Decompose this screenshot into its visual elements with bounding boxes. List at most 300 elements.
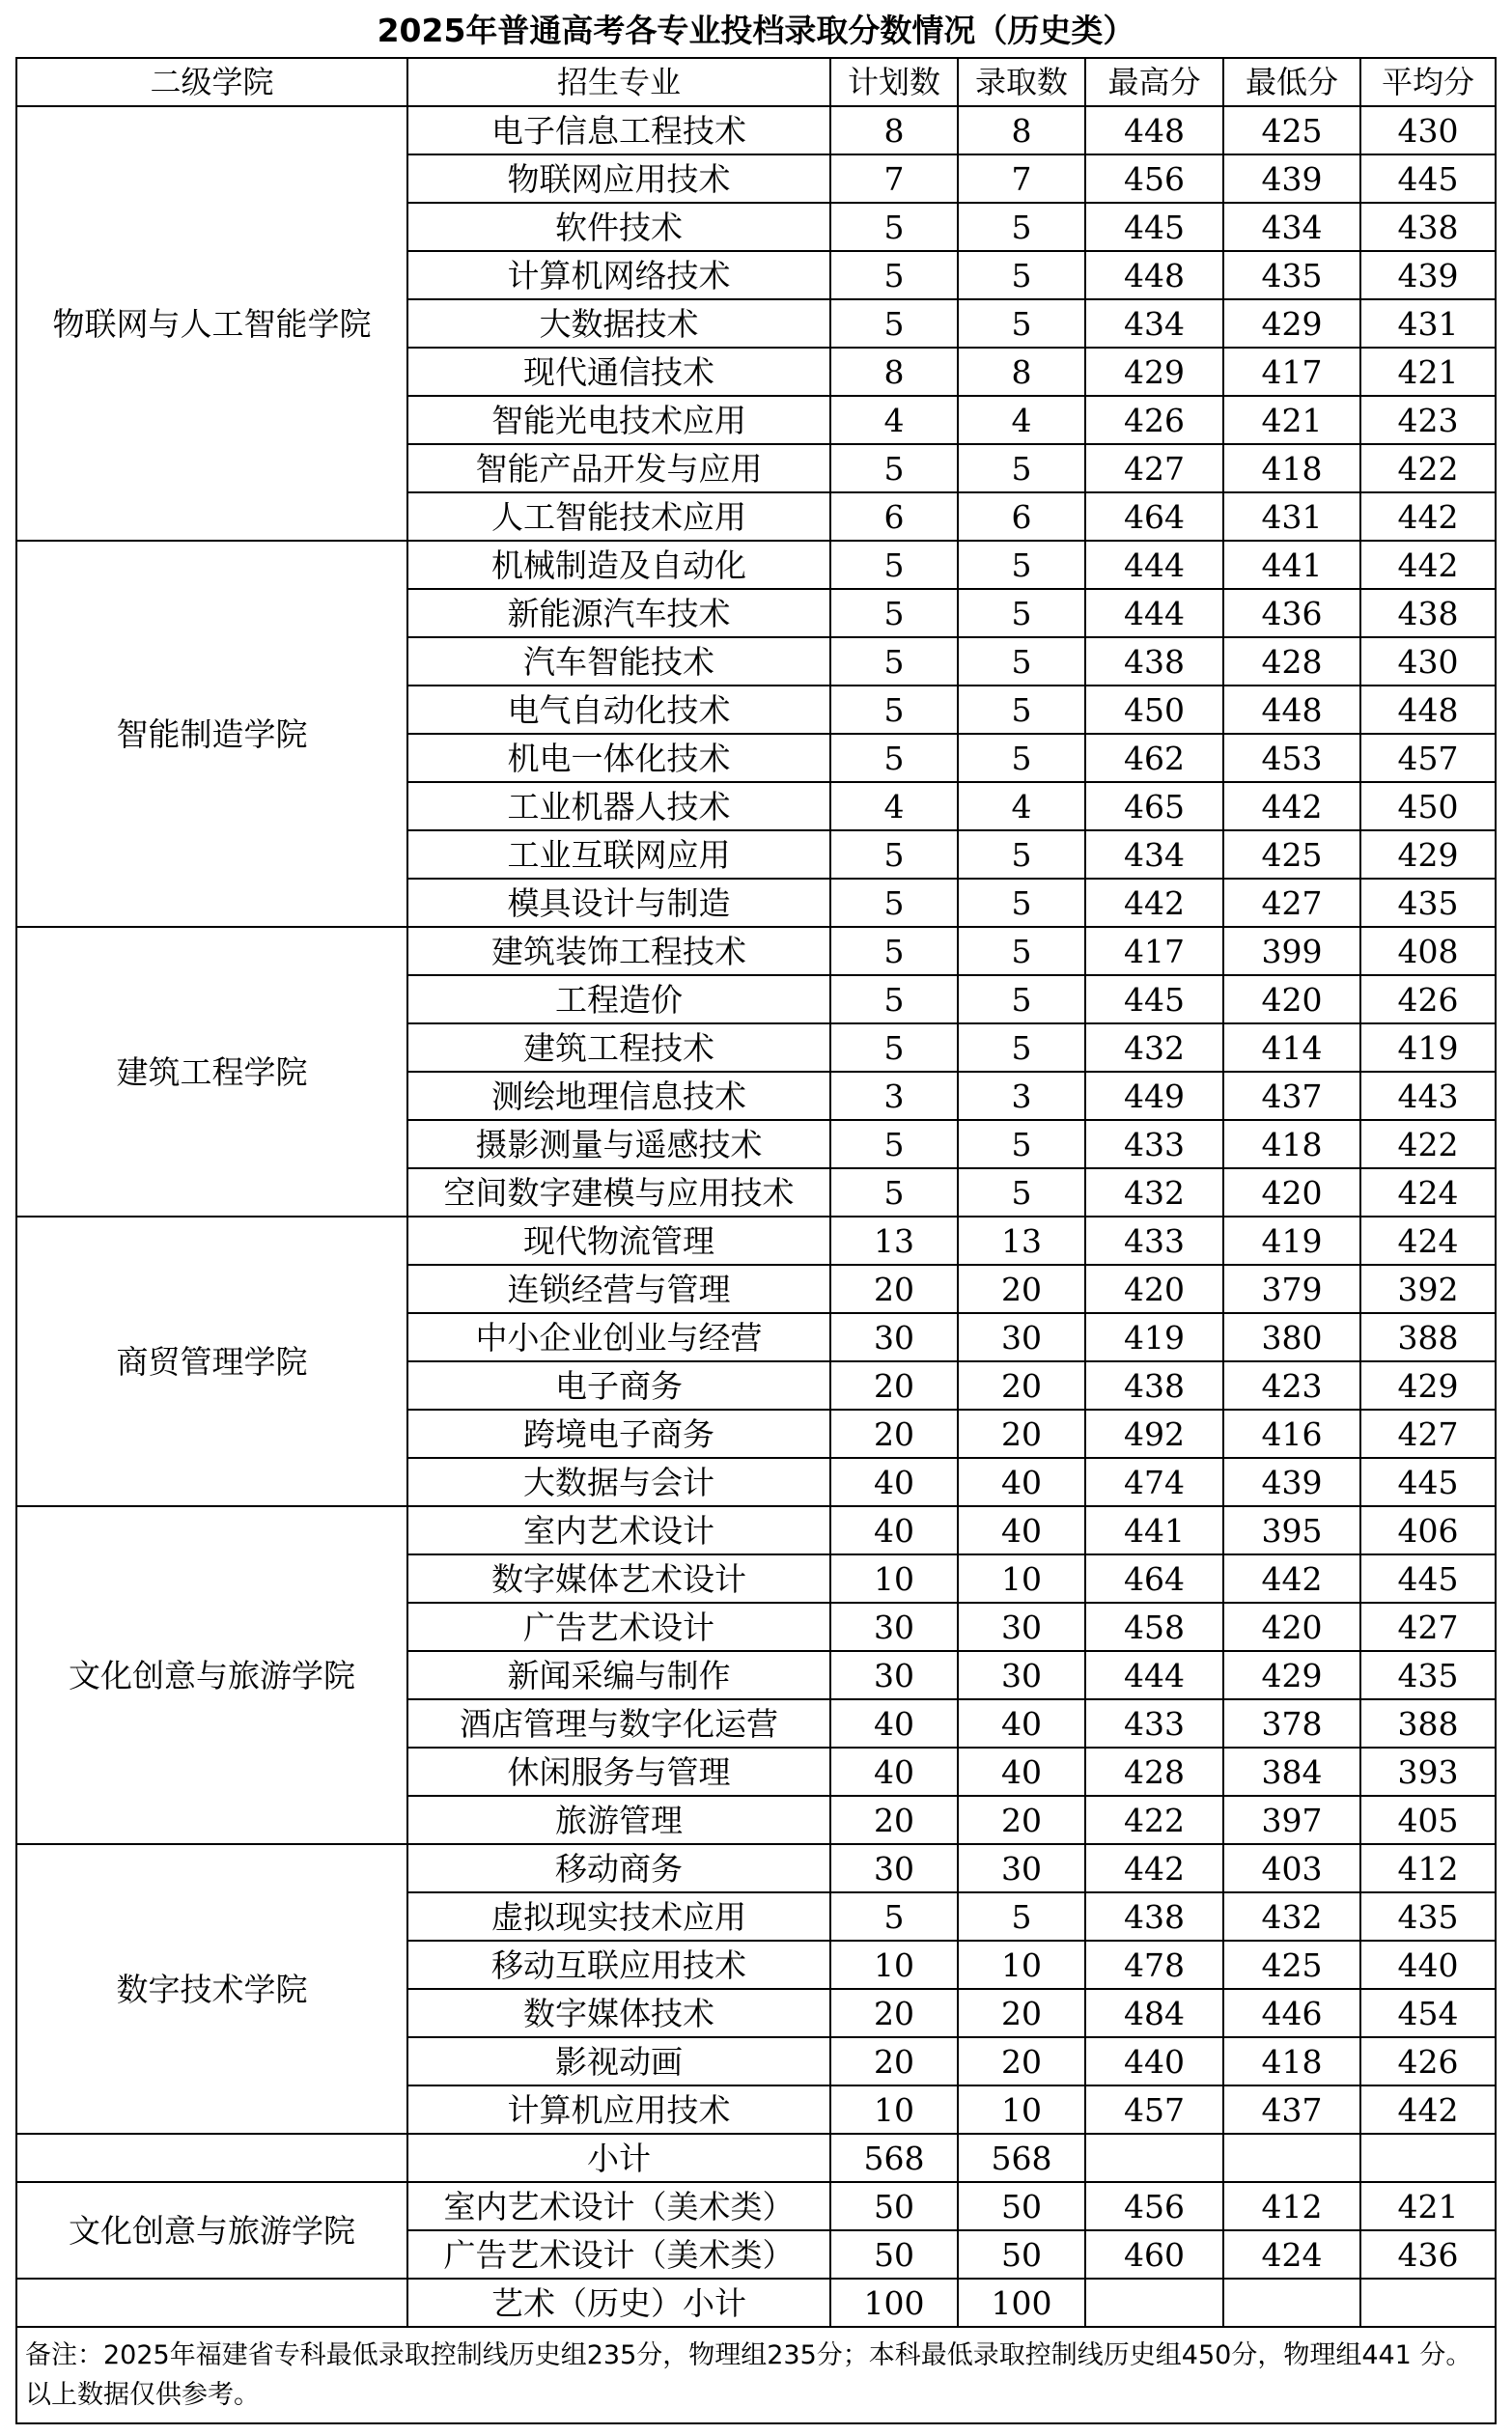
admitted-count-cell: 20: [958, 2037, 1085, 2085]
max-score-cell: 465: [1085, 782, 1223, 830]
max-score-cell: 433: [1085, 1120, 1223, 1168]
admitted-count-cell: 30: [958, 1313, 1085, 1361]
avg-score-cell: 439: [1360, 251, 1496, 299]
plan-count-cell: 5: [830, 1892, 958, 1941]
plan-count-cell: 10: [830, 1554, 958, 1603]
avg-score-cell: 388: [1360, 1313, 1496, 1361]
min-score-cell: 436: [1223, 589, 1360, 637]
admitted-count-cell: 10: [958, 1554, 1085, 1603]
admitted-count-cell: 30: [958, 1651, 1085, 1699]
major-cell: 中小企业创业与经营: [407, 1313, 830, 1361]
admitted-count-cell: 13: [958, 1217, 1085, 1265]
major-cell: 连锁经营与管理: [407, 1265, 830, 1313]
table-row: [16, 2182, 1496, 2230]
major-cell: 休闲服务与管理: [407, 1748, 830, 1796]
min-score-cell: 380: [1223, 1313, 1360, 1361]
admitted-count-cell: 20: [958, 1410, 1085, 1458]
avg-score-cell: 423: [1360, 396, 1496, 444]
major-cell: 广告艺术设计（美术类）: [407, 2230, 830, 2279]
max-score-cell: 426: [1085, 396, 1223, 444]
max-score-cell: 444: [1085, 589, 1223, 637]
min-score-cell: 395: [1223, 1506, 1360, 1554]
college-cell: 物联网与人工智能学院: [16, 106, 407, 541]
subtotal-plan: 100: [830, 2279, 958, 2327]
max-score-cell: 428: [1085, 1748, 1223, 1796]
max-score-cell: 432: [1085, 1023, 1223, 1072]
max-score-cell: 457: [1085, 2085, 1223, 2134]
page-title: 2025年普通高考各专业投档录取分数情况（历史类）: [377, 12, 1135, 49]
min-score-cell: 419: [1223, 1217, 1360, 1265]
plan-count-cell: 13: [830, 1217, 958, 1265]
plan-count-cell: 30: [830, 1651, 958, 1699]
plan-count-cell: 5: [830, 1023, 958, 1072]
avg-score-cell: 422: [1360, 1120, 1496, 1168]
plan-count-cell: 40: [830, 1506, 958, 1554]
min-score-cell: 439: [1223, 1458, 1360, 1506]
admitted-count-cell: 10: [958, 2085, 1085, 2134]
major-cell: 数字媒体艺术设计: [407, 1554, 830, 1603]
max-score-cell: 450: [1085, 686, 1223, 734]
major-cell: 旅游管理: [407, 1796, 830, 1844]
avg-score-cell: 388: [1360, 1699, 1496, 1748]
major-cell: 智能产品开发与应用: [407, 444, 830, 492]
avg-score-cell: 393: [1360, 1748, 1496, 1796]
header-cell: 最高分: [1085, 58, 1223, 106]
min-score-cell: 418: [1223, 2037, 1360, 2085]
plan-count-cell: 5: [830, 927, 958, 975]
max-score-cell: 464: [1085, 1554, 1223, 1603]
admitted-count-cell: 5: [958, 1120, 1085, 1168]
avg-score-cell: 424: [1360, 1217, 1496, 1265]
admitted-count-cell: 5: [958, 1892, 1085, 1941]
plan-count-cell: 5: [830, 1168, 958, 1217]
max-score-cell: 456: [1085, 2182, 1223, 2230]
min-score-cell: 442: [1223, 1554, 1360, 1603]
table-row: [16, 927, 1496, 975]
avg-score-cell: 427: [1360, 1410, 1496, 1458]
avg-score-cell: 445: [1360, 154, 1496, 203]
max-score-cell: 441: [1085, 1506, 1223, 1554]
table-row: [16, 106, 1496, 154]
avg-score-cell: 438: [1360, 203, 1496, 251]
admitted-count-cell: 20: [958, 1796, 1085, 1844]
footnote: 备注：2025年福建省专科最低录取控制线历史组235分，物理组235分；本科最低录取控制线历史组450分，物理组441 分。以上数据仅供参考。: [16, 2327, 1496, 2423]
plan-count-cell: 4: [830, 396, 958, 444]
subtotal-admit: 100: [958, 2279, 1085, 2327]
admitted-count-cell: 40: [958, 1699, 1085, 1748]
avg-score-cell: 435: [1360, 879, 1496, 927]
max-score-cell: 445: [1085, 203, 1223, 251]
major-cell: 机械制造及自动化: [407, 541, 830, 589]
plan-count-cell: 5: [830, 203, 958, 251]
note-row: [16, 2327, 1496, 2423]
max-score-cell: 448: [1085, 251, 1223, 299]
header-cell: 招生专业: [407, 58, 830, 106]
admitted-count-cell: 5: [958, 444, 1085, 492]
admitted-count-cell: 40: [958, 1458, 1085, 1506]
max-score-cell: 492: [1085, 1410, 1223, 1458]
min-score-cell: 412: [1223, 2182, 1360, 2230]
major-cell: 现代物流管理: [407, 1217, 830, 1265]
plan-count-cell: 5: [830, 686, 958, 734]
admitted-count-cell: 20: [958, 1265, 1085, 1313]
major-cell: 室内艺术设计: [407, 1506, 830, 1554]
min-score-cell: 421: [1223, 396, 1360, 444]
plan-count-cell: 40: [830, 1748, 958, 1796]
max-score-cell: 462: [1085, 734, 1223, 782]
min-score-cell: 428: [1223, 637, 1360, 686]
plan-count-cell: 8: [830, 106, 958, 154]
avg-score-cell: 442: [1360, 492, 1496, 541]
admitted-count-cell: 5: [958, 251, 1085, 299]
max-score-cell: 464: [1085, 492, 1223, 541]
avg-score-cell: 445: [1360, 1458, 1496, 1506]
avg-score-cell: 454: [1360, 1989, 1496, 2037]
max-score-cell: 460: [1085, 2230, 1223, 2279]
major-cell: 数字媒体技术: [407, 1989, 830, 2037]
plan-count-cell: 20: [830, 1361, 958, 1410]
min-score-cell: 397: [1223, 1796, 1360, 1844]
admitted-count-cell: 5: [958, 879, 1085, 927]
min-score-cell: 425: [1223, 106, 1360, 154]
avg-score-cell: 431: [1360, 299, 1496, 348]
max-score-cell: 440: [1085, 2037, 1223, 2085]
min-score-cell: 435: [1223, 251, 1360, 299]
admitted-count-cell: 5: [958, 927, 1085, 975]
subtotal-plan: 568: [830, 2134, 958, 2182]
admitted-count-cell: 40: [958, 1506, 1085, 1554]
min-score-cell: 403: [1223, 1844, 1360, 1892]
admitted-count-cell: 8: [958, 348, 1085, 396]
avg-score-cell: 424: [1360, 1168, 1496, 1217]
min-score-cell: 416: [1223, 1410, 1360, 1458]
max-score-cell: 434: [1085, 830, 1223, 879]
avg-score-cell: 438: [1360, 589, 1496, 637]
max-score-cell: 438: [1085, 637, 1223, 686]
subtotal-row: [16, 2279, 1496, 2327]
major-cell: 计算机网络技术: [407, 251, 830, 299]
admitted-count-cell: 5: [958, 541, 1085, 589]
avg-score-cell: 421: [1360, 348, 1496, 396]
major-cell: 计算机应用技术: [407, 2085, 830, 2134]
plan-count-cell: 10: [830, 2085, 958, 2134]
major-cell: 电气自动化技术: [407, 686, 830, 734]
plan-count-cell: 5: [830, 541, 958, 589]
major-cell: 工程造价: [407, 975, 830, 1023]
plan-count-cell: 20: [830, 1989, 958, 2037]
admitted-count-cell: 20: [958, 1989, 1085, 2037]
avg-score-cell: 443: [1360, 1072, 1496, 1120]
major-cell: 物联网应用技术: [407, 154, 830, 203]
plan-count-cell: 6: [830, 492, 958, 541]
plan-count-cell: 5: [830, 734, 958, 782]
min-score-cell: 432: [1223, 1892, 1360, 1941]
max-score-cell: 438: [1085, 1361, 1223, 1410]
college-cell: 商贸管理学院: [16, 1217, 407, 1506]
avg-score-cell: 435: [1360, 1651, 1496, 1699]
admitted-count-cell: 6: [958, 492, 1085, 541]
min-score-cell: 441: [1223, 541, 1360, 589]
college-cell: 数字技术学院: [16, 1844, 407, 2134]
min-score-cell: 418: [1223, 1120, 1360, 1168]
major-cell: 移动互联应用技术: [407, 1941, 830, 1989]
major-cell: 广告艺术设计: [407, 1603, 830, 1651]
avg-score-cell: 448: [1360, 686, 1496, 734]
table-body: [16, 106, 1496, 2423]
max-score-cell: 434: [1085, 299, 1223, 348]
min-score-cell: 427: [1223, 879, 1360, 927]
min-score-cell: 414: [1223, 1023, 1360, 1072]
plan-count-cell: 20: [830, 1265, 958, 1313]
major-cell: 电子信息工程技术: [407, 106, 830, 154]
college-cell: 智能制造学院: [16, 541, 407, 927]
admitted-count-cell: 5: [958, 975, 1085, 1023]
admitted-count-cell: 4: [958, 396, 1085, 444]
major-cell: 人工智能技术应用: [407, 492, 830, 541]
major-cell: 测绘地理信息技术: [407, 1072, 830, 1120]
admitted-count-cell: 5: [958, 203, 1085, 251]
plan-count-cell: 5: [830, 299, 958, 348]
header-cell: 计划数: [830, 58, 958, 106]
avg-score-cell: 406: [1360, 1506, 1496, 1554]
header-cell: 二级学院: [16, 58, 407, 106]
admitted-count-cell: 3: [958, 1072, 1085, 1120]
avg-score-cell: 426: [1360, 975, 1496, 1023]
major-cell: 工业机器人技术: [407, 782, 830, 830]
avg-score-cell: 427: [1360, 1603, 1496, 1651]
plan-count-cell: 4: [830, 782, 958, 830]
empty-cell: [16, 2279, 407, 2327]
plan-count-cell: 10: [830, 1941, 958, 1989]
major-cell: 空间数字建模与应用技术: [407, 1168, 830, 1217]
min-score-cell: 442: [1223, 782, 1360, 830]
avg-score-cell: 412: [1360, 1844, 1496, 1892]
max-score-cell: 484: [1085, 1989, 1223, 2037]
major-cell: 汽车智能技术: [407, 637, 830, 686]
plan-count-cell: 5: [830, 879, 958, 927]
avg-score-cell: 457: [1360, 734, 1496, 782]
plan-count-cell: 5: [830, 1120, 958, 1168]
avg-score-cell: 408: [1360, 927, 1496, 975]
max-score-cell: 417: [1085, 927, 1223, 975]
major-cell: 新能源汽车技术: [407, 589, 830, 637]
min-score-cell: 446: [1223, 1989, 1360, 2037]
avg-score-cell: 436: [1360, 2230, 1496, 2279]
max-score-cell: 419: [1085, 1313, 1223, 1361]
admitted-count-cell: 30: [958, 1603, 1085, 1651]
max-score-cell: 422: [1085, 1796, 1223, 1844]
admitted-count-cell: 5: [958, 734, 1085, 782]
admitted-count-cell: 5: [958, 589, 1085, 637]
plan-count-cell: 20: [830, 2037, 958, 2085]
major-cell: 软件技术: [407, 203, 830, 251]
avg-score-cell: 445: [1360, 1554, 1496, 1603]
empty-cell: [1223, 2134, 1360, 2182]
avg-score-cell: 422: [1360, 444, 1496, 492]
min-score-cell: 425: [1223, 1941, 1360, 1989]
plan-count-cell: 30: [830, 1844, 958, 1892]
college-cell: 建筑工程学院: [16, 927, 407, 1217]
min-score-cell: 399: [1223, 927, 1360, 975]
subtotal-admit: 568: [958, 2134, 1085, 2182]
min-score-cell: 423: [1223, 1361, 1360, 1410]
max-score-cell: 456: [1085, 154, 1223, 203]
avg-score-cell: 426: [1360, 2037, 1496, 2085]
empty-cell: [1223, 2279, 1360, 2327]
major-cell: 模具设计与制造: [407, 879, 830, 927]
min-score-cell: 420: [1223, 1168, 1360, 1217]
avg-score-cell: 430: [1360, 106, 1496, 154]
avg-score-cell: 440: [1360, 1941, 1496, 1989]
max-score-cell: 445: [1085, 975, 1223, 1023]
admitted-count-cell: 50: [958, 2230, 1085, 2279]
admitted-count-cell: 5: [958, 299, 1085, 348]
major-cell: 大数据技术: [407, 299, 830, 348]
max-score-cell: 458: [1085, 1603, 1223, 1651]
max-score-cell: 442: [1085, 879, 1223, 927]
min-score-cell: 439: [1223, 154, 1360, 203]
admitted-count-cell: 40: [958, 1748, 1085, 1796]
admitted-count-cell: 5: [958, 1023, 1085, 1072]
major-cell: 建筑工程技术: [407, 1023, 830, 1072]
table-row: [16, 1217, 1496, 1265]
admitted-count-cell: 4: [958, 782, 1085, 830]
subtotal-label: 小计: [407, 2134, 830, 2182]
plan-count-cell: 50: [830, 2230, 958, 2279]
avg-score-cell: 429: [1360, 1361, 1496, 1410]
min-score-cell: 453: [1223, 734, 1360, 782]
max-score-cell: 448: [1085, 106, 1223, 154]
major-cell: 影视动画: [407, 2037, 830, 2085]
empty-cell: [1085, 2134, 1223, 2182]
major-cell: 移动商务: [407, 1844, 830, 1892]
subtotal-row: [16, 2134, 1496, 2182]
plan-count-cell: 5: [830, 589, 958, 637]
plan-count-cell: 20: [830, 1410, 958, 1458]
min-score-cell: 425: [1223, 830, 1360, 879]
min-score-cell: 420: [1223, 1603, 1360, 1651]
min-score-cell: 448: [1223, 686, 1360, 734]
min-score-cell: 378: [1223, 1699, 1360, 1748]
major-cell: 建筑装饰工程技术: [407, 927, 830, 975]
max-score-cell: 420: [1085, 1265, 1223, 1313]
min-score-cell: 429: [1223, 1651, 1360, 1699]
avg-score-cell: 392: [1360, 1265, 1496, 1313]
major-cell: 大数据与会计: [407, 1458, 830, 1506]
major-cell: 工业互联网应用: [407, 830, 830, 879]
header-row: [16, 58, 1496, 106]
plan-count-cell: 8: [830, 348, 958, 396]
avg-score-cell: 429: [1360, 830, 1496, 879]
empty-cell: [1360, 2279, 1496, 2327]
min-score-cell: 429: [1223, 299, 1360, 348]
avg-score-cell: 442: [1360, 2085, 1496, 2134]
admitted-count-cell: 20: [958, 1361, 1085, 1410]
min-score-cell: 420: [1223, 975, 1360, 1023]
admitted-count-cell: 5: [958, 1168, 1085, 1217]
major-cell: 新闻采编与制作: [407, 1651, 830, 1699]
college-cell: 文化创意与旅游学院: [16, 1506, 407, 1844]
max-score-cell: 449: [1085, 1072, 1223, 1120]
avg-score-cell: 435: [1360, 1892, 1496, 1941]
max-score-cell: 432: [1085, 1168, 1223, 1217]
major-cell: 室内艺术设计（美术类）: [407, 2182, 830, 2230]
avg-score-cell: 419: [1360, 1023, 1496, 1072]
min-score-cell: 431: [1223, 492, 1360, 541]
max-score-cell: 438: [1085, 1892, 1223, 1941]
college-cell: 文化创意与旅游学院: [16, 2182, 407, 2279]
max-score-cell: 429: [1085, 348, 1223, 396]
plan-count-cell: 7: [830, 154, 958, 203]
header-cell: 平均分: [1360, 58, 1496, 106]
max-score-cell: 478: [1085, 1941, 1223, 1989]
plan-count-cell: 50: [830, 2182, 958, 2230]
plan-count-cell: 5: [830, 637, 958, 686]
avg-score-cell: 405: [1360, 1796, 1496, 1844]
plan-count-cell: 3: [830, 1072, 958, 1120]
min-score-cell: 418: [1223, 444, 1360, 492]
min-score-cell: 434: [1223, 203, 1360, 251]
max-score-cell: 427: [1085, 444, 1223, 492]
table-row: [16, 541, 1496, 589]
avg-score-cell: 430: [1360, 637, 1496, 686]
min-score-cell: 424: [1223, 2230, 1360, 2279]
admitted-count-cell: 8: [958, 106, 1085, 154]
header-cell: 录取数: [958, 58, 1085, 106]
plan-count-cell: 30: [830, 1603, 958, 1651]
major-cell: 摄影测量与遥感技术: [407, 1120, 830, 1168]
admitted-count-cell: 5: [958, 686, 1085, 734]
admitted-count-cell: 50: [958, 2182, 1085, 2230]
empty-cell: [1085, 2279, 1223, 2327]
plan-count-cell: 40: [830, 1699, 958, 1748]
major-cell: 电子商务: [407, 1361, 830, 1410]
min-score-cell: 379: [1223, 1265, 1360, 1313]
plan-count-cell: 5: [830, 830, 958, 879]
plan-count-cell: 5: [830, 444, 958, 492]
max-score-cell: 433: [1085, 1699, 1223, 1748]
max-score-cell: 444: [1085, 541, 1223, 589]
admitted-count-cell: 10: [958, 1941, 1085, 1989]
major-cell: 智能光电技术应用: [407, 396, 830, 444]
plan-count-cell: 20: [830, 1796, 958, 1844]
admitted-count-cell: 5: [958, 830, 1085, 879]
avg-score-cell: 421: [1360, 2182, 1496, 2230]
max-score-cell: 442: [1085, 1844, 1223, 1892]
subtotal-label: 艺术（历史）小计: [407, 2279, 830, 2327]
min-score-cell: 384: [1223, 1748, 1360, 1796]
avg-score-cell: 450: [1360, 782, 1496, 830]
header-cell: 最低分: [1223, 58, 1360, 106]
empty-cell: [16, 2134, 407, 2182]
major-cell: 虚拟现实技术应用: [407, 1892, 830, 1941]
major-cell: 机电一体化技术: [407, 734, 830, 782]
plan-count-cell: 30: [830, 1313, 958, 1361]
admitted-count-cell: 5: [958, 637, 1085, 686]
plan-count-cell: 40: [830, 1458, 958, 1506]
max-score-cell: 474: [1085, 1458, 1223, 1506]
admission-score-table: [15, 57, 1497, 2424]
table-row: [16, 1844, 1496, 1892]
admitted-count-cell: 30: [958, 1844, 1085, 1892]
max-score-cell: 444: [1085, 1651, 1223, 1699]
plan-count-cell: 5: [830, 975, 958, 1023]
plan-count-cell: 5: [830, 251, 958, 299]
major-cell: 酒店管理与数字化运营: [407, 1699, 830, 1748]
table-row: [16, 1506, 1496, 1554]
avg-score-cell: 442: [1360, 541, 1496, 589]
major-cell: 现代通信技术: [407, 348, 830, 396]
